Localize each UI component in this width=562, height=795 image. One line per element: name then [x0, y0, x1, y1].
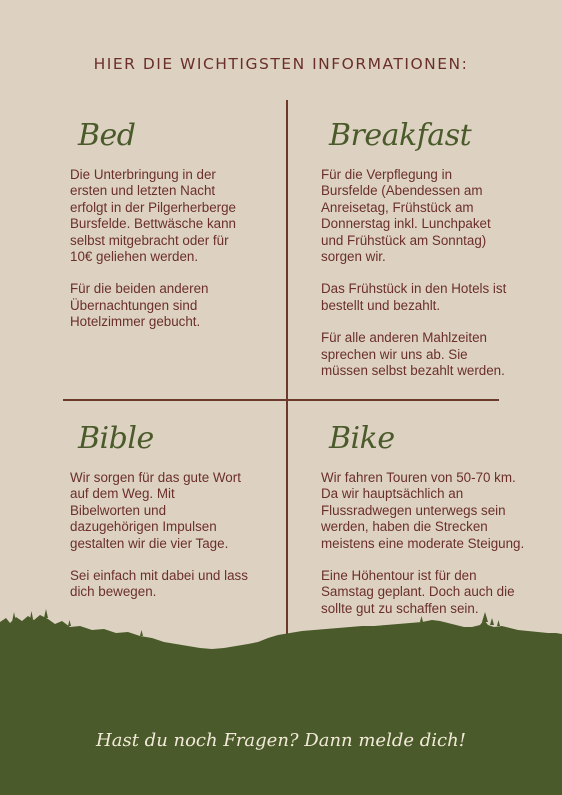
section-breakfast	[321, 117, 526, 395]
section-bed-paragraph: Für die beiden anderen Übernachtungen sind Hotelzimmer gebucht.	[70, 281, 209, 330]
section-bible	[70, 420, 275, 617]
section-breakfast-title: Breakfast	[329, 118, 472, 153]
section-bed-title: Bed	[78, 118, 136, 153]
horizontal-divider	[63, 399, 499, 401]
section-breakfast-paragraph: Das Frühstück in den Hotels ist bestellt und bezahlt.	[321, 281, 507, 313]
section-bike-title: Bike	[329, 421, 395, 456]
footer-call-to-action: Hast du noch Fragen? Dann melde dich!	[96, 730, 466, 751]
grass-hill-illustration	[0, 600, 562, 795]
section-bible-title: Bible	[78, 421, 154, 456]
section-breakfast-paragraph: Für alle anderen Mahlzeiten sprechen wir uns ab. Sie müssen selbst bezahlt werden.	[321, 330, 505, 379]
section-bike-paragraph: Eine Höhentour ist für den Samstag geplant. Doch auch die sollte gut zu schaffen sein.	[321, 568, 515, 616]
section-bed-paragraph: Die Unterbringung in der ersten und letzten Nacht erfolgt in der Pilgerherberge Bursfelde. Bettwäsche kann selbst mitgebracht oder für 10€ geliehen werden.	[70, 167, 236, 265]
section-bike-paragraph: Wir fahren Touren von 50-70 km. Da wir hauptsächlich an Flussradwegen unterwegs sein werden, haben die Strecken meistens eine moderate Steigung.	[321, 470, 525, 551]
section-bible-paragraph: Wir sorgen für das gute Wort auf dem Weg. Mit Bibelworten und dazugehörigen Impulsen gestalten wir die vier Tage.	[70, 470, 241, 551]
section-bible-paragraph: Sei einfach mit dabei und lass dich bewegen.	[70, 568, 248, 600]
page-heading: HIER DIE WICHTIGSTEN INFORMATIONEN:	[93, 55, 469, 73]
section-bed	[70, 117, 275, 347]
section-breakfast-paragraph: Für die Verpflegung in Bursfelde (Abendessen am Anreisetag, Frühstück am Donnerstag inkl. Lunchpaket und Frühstück am Sonntag) sorgen wir.	[321, 167, 491, 265]
